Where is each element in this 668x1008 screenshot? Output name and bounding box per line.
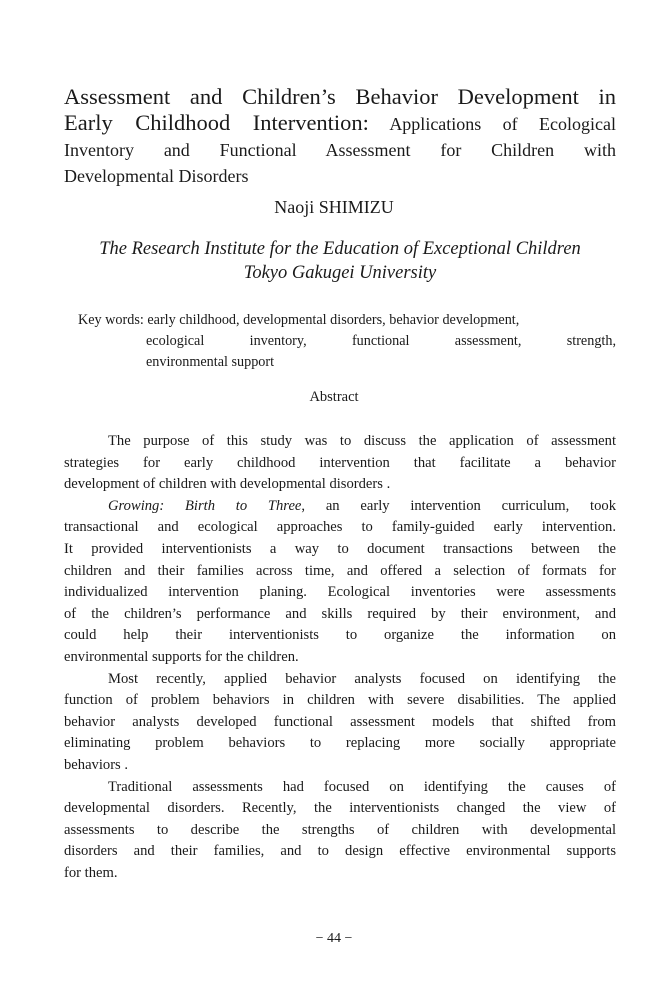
abstract-line: environmental supports for the children. (64, 648, 299, 665)
abstract-heading: Abstract (309, 389, 359, 405)
title-line: Developmental Disorders (64, 166, 249, 186)
abstract-line: individualized intervention planing. Ecological inventories were assessments (64, 584, 616, 601)
abstract-line: Traditional assessments had focused on identifying the causes of (108, 778, 616, 795)
abstract-body (64, 431, 616, 884)
keywords-line: ecological inventory, functional assessment, strength, (146, 333, 616, 349)
abstract-line (64, 496, 616, 518)
abstract-line: for them. (64, 864, 118, 881)
keywords-label: Key words: (78, 312, 144, 328)
title-subtitle-part: Applications of Ecological (368, 114, 616, 134)
author-name: Naoji SHIMIZU (274, 197, 394, 217)
affiliation-institute: The Research Institute for the Education of Exceptional Children (99, 239, 581, 259)
keywords-text: early childhood, developmental disorders, behavior development, (143, 312, 520, 328)
abstract-line-rest: , an early intervention curriculum, took (301, 497, 616, 514)
abstract-line: Most recently, applied behavior analysts focused on identifying the (108, 670, 616, 687)
abstract-line: transactional and ecological approaches to family-guided early intervention. (64, 519, 616, 536)
paper-title (64, 84, 616, 189)
abstract-line: children and their families across time, and offered a selection of formats for (64, 562, 616, 579)
abstract-line: developmental disorders. Recently, the interventionists changed the view of (64, 800, 616, 817)
abstract-line: It provided interventionists a way to document transactions between the (64, 540, 616, 557)
abstract-line: strategies for early childhood intervention that facilitate a behavior (64, 454, 616, 471)
title-line: Assessment and Children’s Behavior Development in (64, 84, 616, 109)
curriculum-title: Growing: Birth to Three (108, 497, 302, 514)
keywords-line (78, 310, 616, 331)
abstract-line: behaviors . (64, 756, 129, 773)
page-number: − 44 − (315, 931, 353, 946)
author-affiliation (64, 237, 616, 285)
title-main-part: Early Childhood Intervention: (64, 110, 369, 135)
keywords-line: environmental support (146, 354, 275, 370)
abstract-line: eliminating problem behaviors to replacing more socially appropriate (64, 735, 616, 752)
title-line: Inventory and Functional Assessment for Children with (64, 140, 616, 160)
abstract-line: could help their interventionists to organize the information on (64, 627, 616, 644)
title-line (64, 110, 616, 137)
abstract-line: of the children’s performance and skills required by their environment, and (64, 605, 616, 622)
abstract-line: behavior analysts developed functional assessment models that shifted from (64, 713, 616, 730)
abstract-line: disorders and their families, and to design effective environmental supports (64, 843, 616, 860)
affiliation-university: Tokyo Gakugei University (243, 263, 437, 283)
keywords (78, 310, 616, 373)
abstract-line: assessments to describe the strengths of children with developmental (64, 821, 616, 838)
abstract-line: development of children with developmental disorders . (64, 476, 391, 493)
abstract-line: The purpose of this study was to discuss the application of assessment (108, 433, 616, 449)
abstract-line: function of problem behaviors in children with severe disabilities. The applied (64, 692, 616, 709)
